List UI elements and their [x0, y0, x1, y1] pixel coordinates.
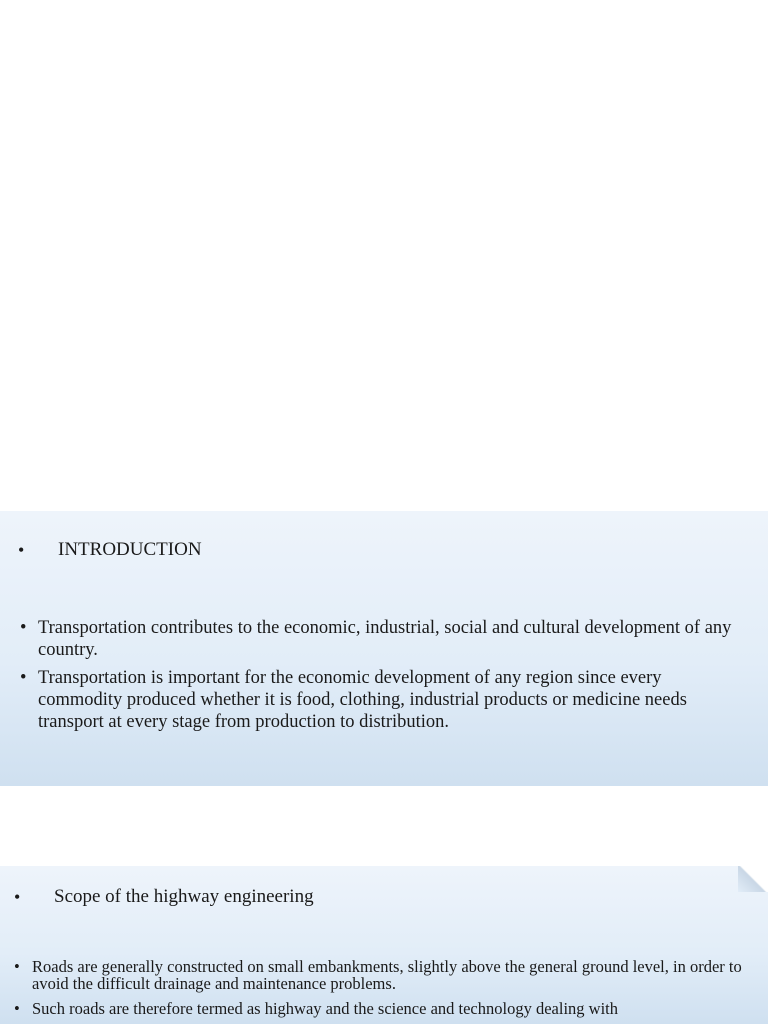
list-item: • Such roads are therefore termed as highway and the science and technology dealing with — [14, 1000, 754, 1017]
slide-title: Scope of the highway engineering — [54, 886, 314, 907]
slide-introduction — [0, 511, 768, 786]
title-bullet: • — [18, 539, 25, 560]
list-item: • Roads are generally constructed on small embankments, slightly above the general ground level, in order to avoid the difficult drainage and maintenance problems. — [14, 958, 754, 992]
list-item: • Transportation is important for the economic development of any region since every commodity produced whether it is food, clothing, industrial products or medicine needs transport at every stage from production to distribution. — [20, 667, 740, 733]
slide-title-row — [18, 539, 202, 561]
slide-scope — [0, 866, 768, 1024]
slide-title: INTRODUCTION — [58, 539, 202, 560]
title-bullet: • — [14, 886, 21, 907]
slide-title-row — [14, 886, 314, 908]
page-curl-decoration — [738, 866, 768, 892]
bullet-list — [20, 617, 740, 739]
list-item: • Transportation contributes to the economic, industrial, social and cultural development of any country. — [20, 617, 740, 661]
bullet-list — [14, 958, 754, 1025]
